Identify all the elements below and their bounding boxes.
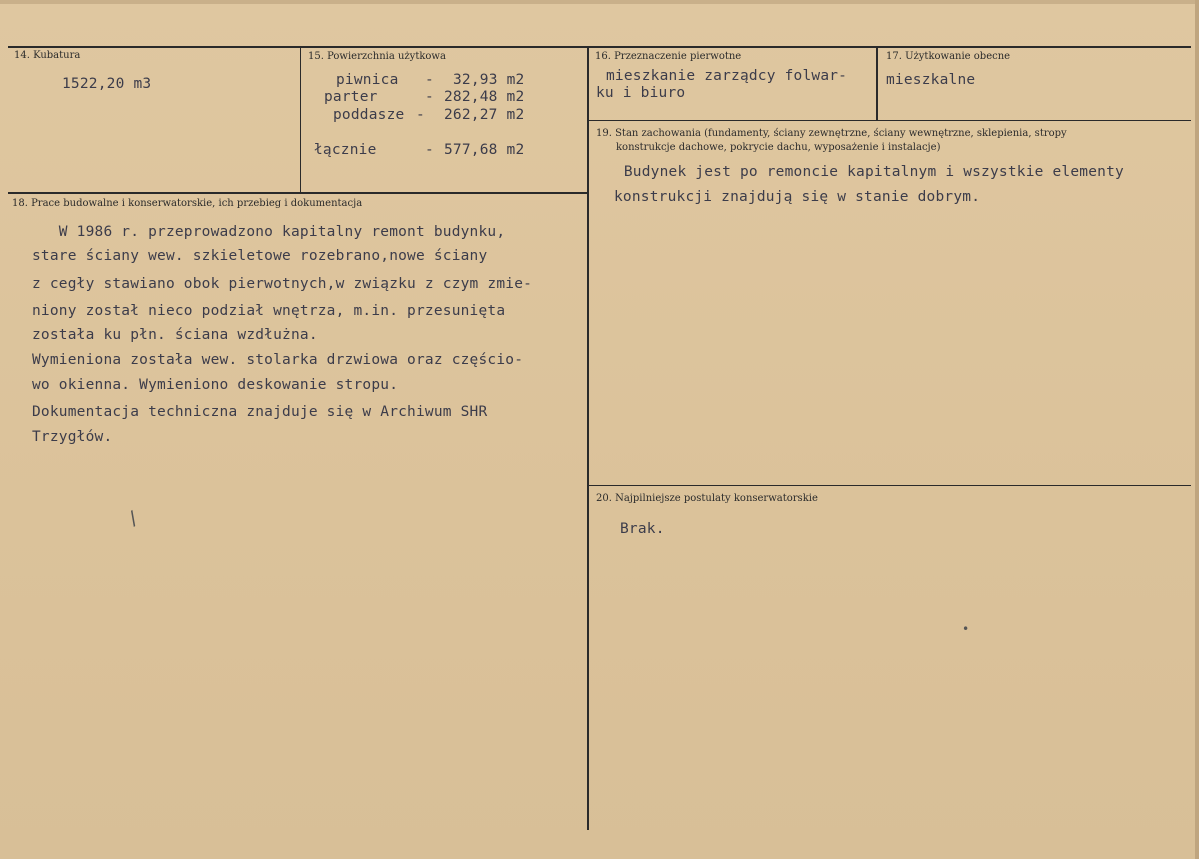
field-18-label: 18. Prace budowalne i konserwatorskie, ich przebieg i dokumentacja: [12, 198, 363, 209]
card-right-edge: [1195, 0, 1199, 859]
area-total-dash: -: [425, 142, 434, 158]
field-19-label: konstrukcje dachowe, pokrycie dachu, wyposażenie i instalacje): [616, 142, 941, 153]
area-row-name: piwnica: [336, 72, 399, 88]
field-18-line: Trzygłów.: [32, 429, 113, 445]
field-14-label: 14. Kubatura: [14, 50, 81, 61]
field-18-line: wo okienna. Wymieniono deskowanie stropu.: [32, 377, 399, 393]
field-20-label: 20. Najpilniejsze postulaty konserwatorskie: [596, 493, 818, 504]
rule-above-18: [8, 192, 588, 194]
card-top-edge: [0, 0, 1199, 4]
divider-14-15: [300, 47, 301, 192]
field-14-value: 1522,20 m3: [62, 76, 152, 92]
area-row-value: 282,48 m2: [444, 89, 525, 105]
area-row-value: 262,27 m2: [444, 107, 525, 123]
field-16-line: ku i biuro: [596, 85, 686, 101]
field-18-line: została ku płn. ściana wzdłużna.: [32, 327, 318, 343]
field-18-line: W 1986 r. przeprowadzono kapitalny remont budynku,: [32, 224, 506, 240]
field-20-value: Brak.: [620, 521, 665, 537]
stray-dot: •: [962, 622, 970, 636]
field-15-label: 15. Powierzchnia użytkowa: [308, 51, 446, 62]
rule-above-20: [588, 485, 1191, 486]
area-row-dash: -: [425, 89, 434, 105]
divider-16-17: [876, 47, 878, 121]
area-total-value: 577,68 m2: [444, 142, 525, 158]
field-19-label: 19. Stan zachowania (fundamenty, ściany zewnętrzne, ściany wewnętrzne, sklepienia, stropy: [596, 128, 1067, 139]
divider-main: [587, 47, 589, 830]
field-17-label: 17. Użytkowanie obecne: [886, 51, 1011, 62]
field-18-line: Dokumentacja techniczna znajduje się w Archiwum SHR: [32, 404, 488, 420]
stray-pen-mark: /: [122, 506, 144, 531]
area-row-name: parter: [324, 89, 378, 105]
field-19-line: Budynek jest po remoncie kapitalnym i wszystkie elementy: [606, 164, 1124, 180]
area-total-name: łącznie: [314, 142, 377, 158]
area-row-dash: -: [425, 72, 434, 88]
top-rule: [8, 46, 1191, 48]
area-row-name: poddasze: [333, 107, 405, 123]
field-17-value: mieszkalne: [886, 72, 976, 88]
rule-below-16-17: [588, 120, 1191, 121]
area-row-dash: -: [416, 107, 425, 123]
field-16-label: 16. Przeznaczenie pierwotne: [595, 51, 742, 62]
field-16-line: mieszkanie zarządcy folwar-: [606, 68, 848, 84]
field-18-line: stare ściany wew. szkieletowe rozebrano,nowe ściany: [32, 248, 488, 264]
field-19-line: konstrukcji znajdują się w stanie dobrym.: [614, 189, 981, 205]
field-18-line: Wymieniona została wew. stolarka drzwiowa oraz częścio-: [32, 352, 524, 368]
field-18-line: z cegły stawiano obok pierwotnych,w związku z czym zmie-: [32, 276, 533, 292]
area-row-value: 32,93 m2: [453, 72, 525, 88]
field-18-line: niony został nieco podział wnętrza, m.in. przesunięta: [32, 303, 506, 319]
